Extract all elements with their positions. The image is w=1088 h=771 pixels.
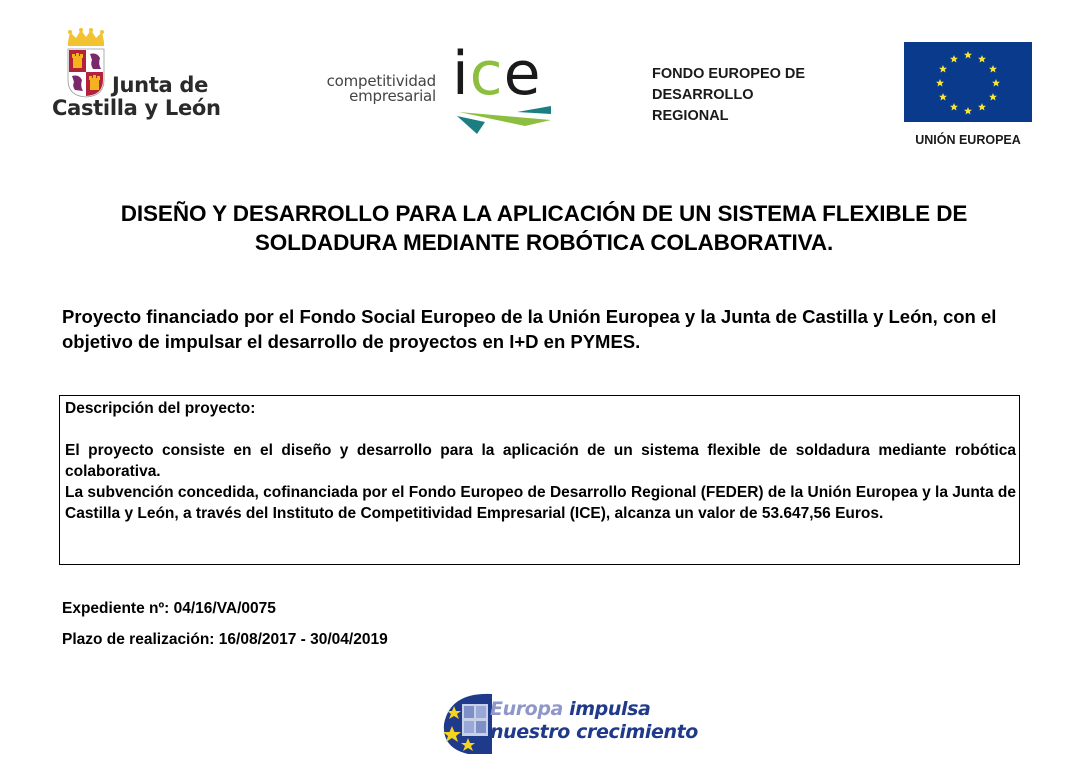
ice-wordmark bbox=[452, 39, 542, 109]
description-heading: Descripción del proyecto: bbox=[65, 400, 256, 417]
plazo-value: 16/08/2017 - 30/04/2019 bbox=[218, 631, 388, 648]
feder-line3: REGIONAL bbox=[652, 108, 729, 124]
eu-stars-icon bbox=[904, 42, 1032, 122]
page-title bbox=[20, 199, 1068, 257]
europa-impulsa-logo bbox=[440, 690, 700, 756]
europa-emblem-icon bbox=[440, 690, 492, 756]
title-line2: SOLDADURA MEDIANTE ROBÓTICA COLABORATIVA. bbox=[254, 230, 834, 255]
ice-subtitle-line1: competitividad bbox=[326, 72, 436, 90]
eu-label: UNIÓN EUROPEA bbox=[915, 133, 1021, 147]
plazo-label: Plazo de realización: bbox=[62, 631, 219, 648]
expediente-line bbox=[62, 600, 276, 618]
junta-line1: Junta de bbox=[112, 73, 209, 97]
nuestro-crecimiento: nuestro crecimiento bbox=[490, 721, 698, 743]
expediente-label: Expediente nº: bbox=[62, 600, 174, 617]
eu-flag bbox=[904, 42, 1032, 122]
intro-paragraph: Proyecto financiado por el Fondo Social Europeo de la Unión Europea y la Junta de Castilla y León, con el objetivo de impulsar el desarrollo de proyectos en I+D en PYMES. bbox=[62, 306, 997, 352]
europa-impulsa-text bbox=[490, 698, 698, 744]
impulsa-word: impulsa bbox=[562, 698, 651, 720]
description-box bbox=[59, 395, 1020, 565]
feder-line2: DESARROLLO bbox=[652, 87, 754, 103]
expediente-value: 04/16/VA/0075 bbox=[173, 600, 276, 617]
feder-line1: FONDO EUROPEO DE bbox=[652, 66, 806, 82]
junta-wordmark bbox=[52, 74, 222, 120]
description-paragraph-2: La subvención concedida, cofinanciada por el Fondo Europeo de Desarrollo Regional (FEDER) de la Unión Europea y la Junta de Castilla y León, a través del Instituto de Competitividad Empresarial (ICE), alcanza un valor de 53.647,56 Euros. bbox=[65, 484, 1016, 522]
ice-letter-e: e bbox=[503, 39, 542, 109]
europa-word: Europa bbox=[490, 698, 563, 720]
ice-letter-c: c bbox=[469, 39, 504, 109]
junta-castilla-leon-logo bbox=[52, 28, 222, 128]
ice-letter-i: i bbox=[452, 39, 470, 109]
description-paragraph-1: El proyecto consiste en el diseño y desarrollo para la aplicación de un sistema flexible de soldadura mediante robótica colaborativa. bbox=[65, 442, 1016, 480]
plazo-line bbox=[62, 631, 388, 649]
ice-swoosh-icon bbox=[455, 106, 555, 136]
title-line1: DISEÑO Y DESARROLLO PARA LA APLICACIÓN DE UN SISTEMA FLEXIBLE DE bbox=[120, 201, 968, 226]
junta-line2: Castilla y León bbox=[52, 96, 221, 120]
feder-label bbox=[652, 64, 852, 127]
ice-subtitle-line2: empresarial bbox=[349, 87, 436, 105]
ice-subtitle bbox=[318, 74, 436, 104]
ice-logo bbox=[318, 39, 558, 136]
